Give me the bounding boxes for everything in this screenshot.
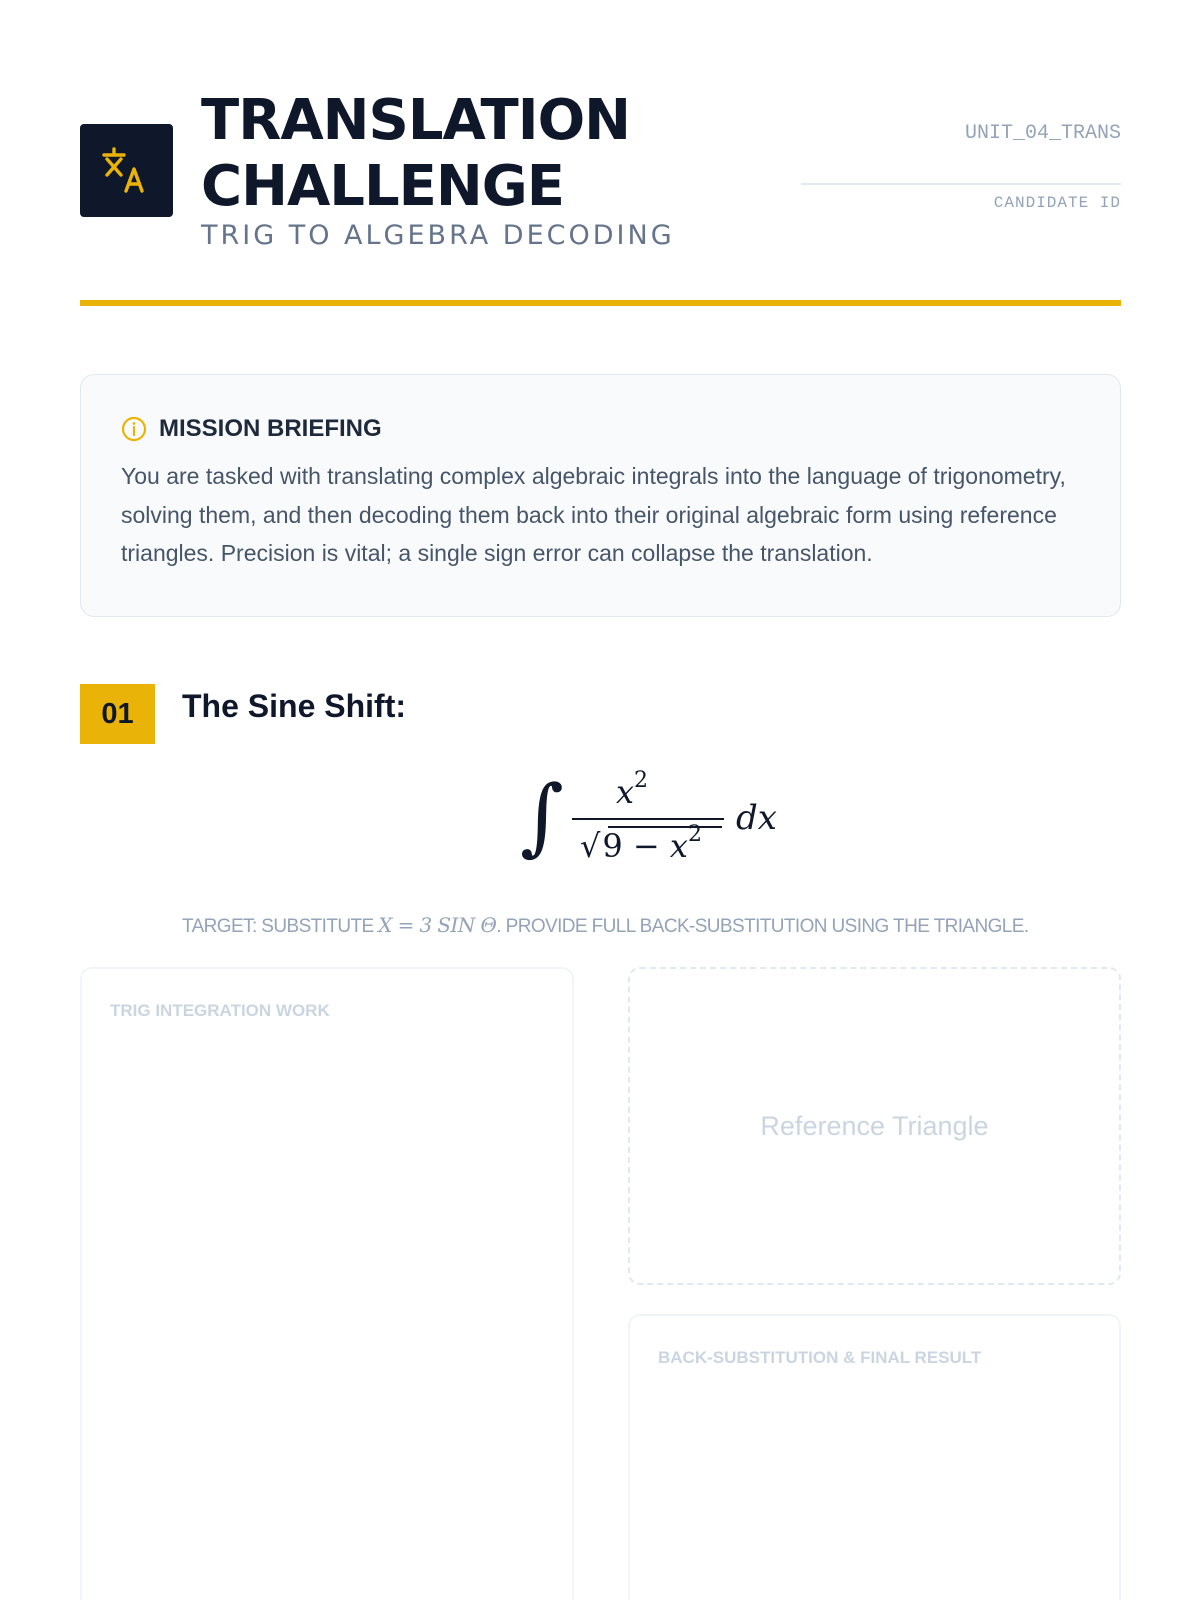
candidate-id-label: CANDIDATE ID: [993, 194, 1121, 212]
question-number: 01: [80, 684, 155, 744]
formula-denominator: √ $9 - x^2$: [580, 822, 702, 865]
final-result-area[interactable]: [628, 1314, 1121, 1600]
reference-triangle-label: Reference Triangle: [760, 1110, 989, 1141]
header: [80, 88, 1121, 258]
mission-briefing: [80, 374, 1121, 617]
trig-work-area[interactable]: [80, 967, 574, 1600]
header-divider: [80, 300, 1121, 306]
candidate-id-field[interactable]: [801, 183, 1121, 185]
fraction-bar: [572, 818, 724, 820]
page-title: [201, 88, 630, 220]
briefing-text: You are tasked with translating complex algebraic integrals into the language of trigonometry, solving them, and then decoding them back into their original algebraic form using reference triangles. Precision is vital; a single sign error can collapse the translation.: [121, 463, 1066, 566]
radical-sign: √: [580, 827, 601, 865]
formula-differential: dx: [736, 798, 777, 838]
reference-triangle-area[interactable]: [628, 967, 1121, 1285]
integral-sign: ∫: [520, 767, 564, 865]
final-result-label: BACK-SUBSTITUTION & FINAL RESULT: [658, 1348, 982, 1367]
briefing-title: MISSION BRIEFING: [159, 415, 382, 442]
question-title: The Sine Shift:: [182, 688, 406, 724]
title-line-2: CHALLENGE: [201, 154, 565, 219]
translate-icon: [100, 145, 152, 197]
page-subtitle: TRIG TO ALGEBRA DECODING: [201, 220, 675, 251]
formula-numerator: $x^2$: [616, 768, 649, 811]
trig-work-label: TRIG INTEGRATION WORK: [110, 1001, 330, 1020]
integral-formula: [520, 762, 790, 882]
logo: [80, 124, 173, 217]
info-icon: [121, 416, 147, 442]
title-line-1: TRANSLATION: [201, 88, 631, 153]
target-instruction: TARGET: SUBSTITUTE X = 3 SIN Θ. PROVIDE FULL BACK-SUBSTITUTION USING THE TRIANGLE.: [182, 913, 1029, 937]
unit-code: UNIT_04_TRANS: [964, 122, 1121, 145]
target-math: X = 3 SIN Θ: [378, 913, 497, 937]
